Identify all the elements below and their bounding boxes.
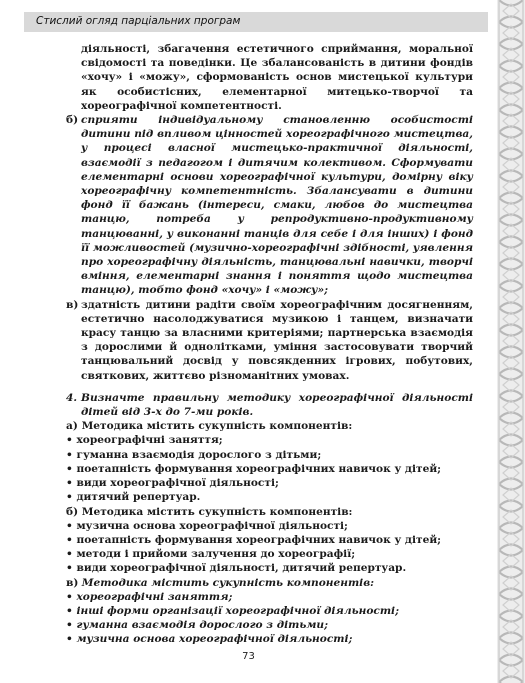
page-number: 73: [242, 651, 255, 662]
decorative-border: [497, 0, 525, 683]
bullet-mark: •: [66, 633, 73, 646]
list-item: • гуманна взаємодія дорослого з дітьми;: [66, 448, 322, 461]
option-title: б) Методика містить сукупність компонентів:: [66, 505, 353, 518]
option-a: [66, 419, 473, 504]
item-text: здатність дитини радіти своїм хореографічним досягненням, естетично насолоджуватися музикою і танцем, визначати красу танцю за власними критеріями; партнерська взаємодія з дорослими й однолітками, уміння застосовувати творчий танцювальний досвід у повсякденних ігрових, побутових, святкових, життєво різноманітних умовах.: [81, 298, 473, 382]
list-item: • інші форми організації хореографічної діяльності;: [66, 604, 399, 617]
question-number: 4.: [66, 391, 78, 404]
bullet-mark: •: [66, 533, 73, 546]
question-4: [66, 391, 473, 419]
list-item: • дитячий репертуар.: [66, 491, 201, 504]
list-item: • хореографічні заняття;: [66, 590, 233, 603]
option-title: а) Методика містить сукупність компонентів:: [66, 420, 353, 433]
bullet-mark: •: [66, 491, 73, 504]
list-item: • види хореографічної діяльності;: [66, 477, 279, 490]
list-item: • методи і прийоми залучення до хореографії;: [66, 548, 356, 561]
bullet-mark: •: [66, 477, 73, 490]
bullet-mark: •: [66, 434, 73, 447]
option-v: [66, 576, 473, 647]
bullet-mark: •: [66, 548, 73, 561]
page-content: [66, 42, 473, 647]
running-header-title: Стислий огляд парціальних програм: [36, 15, 241, 27]
bullet-mark: •: [66, 590, 73, 603]
list-item-b: [66, 113, 473, 298]
list-item-v: [66, 298, 473, 383]
option-b: [66, 505, 473, 576]
continuation-paragraph: діяльності, збагачення естетичного сприймання, моральної свідомості та поведінки. Це збалансованість в дитини фондів «хочу» і «можу», сформованість основ мистецької культури як особистісних, елементарної митецько-творчої та хореографічної компетентності.: [81, 43, 473, 112]
item-text: сприяти індивідуальному становленню особистості дитини під впливом цінностей хореографічного мистецтва, у процесі власної мистецько-практичної діяльності, взаємодії з педагогом і дитячим колективом. Сформувати елементарні основи хореографічної культури, домірну віку хореографічну компетентність. Збалансувати в дитини фонд її бажань (інтереси, смаки, любов до мистецтва танцю, потреба у репродуктивно-продуктивному танцюванні, у виконанні танців для себе і для інших) і фонд її можливостей (музично-хореографічні здібності, уявлення про хореографічну діяльність, танцювальні навички, творчі вміння, елементарні знання і поняття щодо мистецтва танцю), тобто фонд «хочу» і «можу»;: [81, 114, 473, 297]
list-item: • гуманна взаємодія дорослого з дітьми;: [66, 619, 329, 632]
celtic-knot-ornament: [497, 0, 525, 683]
item-label: в): [66, 298, 79, 311]
item-label: б): [66, 114, 79, 127]
bullet-mark: •: [66, 619, 73, 632]
bullet-mark: •: [66, 448, 73, 461]
bullet-mark: •: [66, 562, 73, 575]
list-item: • поетапність формування хореографічних навичок у дітей;: [66, 462, 442, 475]
list-item: • поетапність формування хореографічних навичок у дітей;: [66, 533, 442, 546]
question-text: Визначте правильну методику хореографічної діяльності дітей від 3-х до 7-ми років.: [81, 391, 473, 419]
list-item: • музична основа хореографічної діяльності;: [66, 519, 348, 532]
list-item: • види хореографічної діяльності, дитячий репертуар.: [66, 562, 407, 575]
bullet-mark: •: [66, 604, 73, 617]
bullet-mark: •: [66, 519, 73, 532]
list-item: • хореографічні заняття;: [66, 434, 223, 447]
option-title: в) Методика містить сукупність компонентів:: [66, 576, 375, 589]
bullet-mark: •: [66, 462, 73, 475]
list-item: • музична основа хореографічної діяльності;: [66, 633, 353, 646]
